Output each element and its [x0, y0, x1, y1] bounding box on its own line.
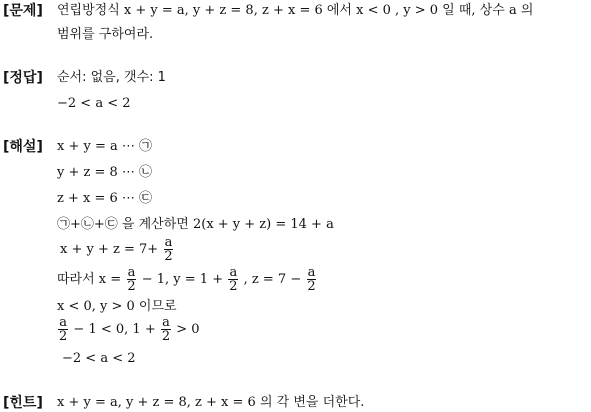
inequality-mid: − 1 < 0, 1 +: [73, 322, 156, 337]
solution-eq-1: x + y = a ⋯ ㉠: [57, 139, 153, 154]
fraction-numerator: a: [307, 265, 316, 280]
solution-xyz-line: [60, 236, 175, 263]
therefore-mid-2: , z = 7 −: [243, 272, 302, 287]
therefore-prefix: 따라서 x =: [57, 272, 122, 287]
solution-therefore-line: [57, 266, 318, 293]
solution-condition-line: x < 0, y > 0 이므로: [57, 299, 177, 314]
answer-label: [정답]: [3, 70, 43, 86]
fraction-a-over-2: [126, 266, 136, 293]
solution-eq-3: z + x = 6 ⋯ ㉢: [57, 191, 153, 206]
solution-sum-line: ㉠+㉡+㉢ 을 계산하면 2(x + y + z) = 14 + a: [57, 217, 334, 232]
fraction-numerator: a: [162, 315, 170, 330]
fraction-denominator: 2: [307, 279, 316, 294]
fraction-numerator: a: [164, 235, 173, 250]
fraction-a-over-2: [306, 266, 316, 293]
problem-line-2: 범위를 구하여라.: [57, 27, 154, 42]
fraction-numerator: a: [59, 315, 68, 330]
fraction-numerator: a: [127, 265, 136, 280]
fraction-denominator: 2: [127, 279, 136, 294]
fraction-denominator: 2: [161, 329, 171, 344]
fraction-a-over-2: [161, 316, 171, 343]
fraction-denominator: 2: [229, 279, 238, 294]
inequality-end: > 0: [176, 322, 200, 337]
problem-label: [문제]: [3, 3, 43, 19]
solution-label: [해설]: [3, 139, 43, 155]
answer-line-2: −2 < a < 2: [57, 96, 131, 111]
fraction-denominator: 2: [164, 249, 173, 264]
answer-line-1: 순서: 없음, 갯수: 1: [57, 70, 166, 85]
problem-line-1: 연립방정식 x + y = a, y + z = 8, z + x = 6 에서 x < 0 , y > 0 일 때, 상수 a 의: [57, 3, 534, 18]
solution-inequality-line: [57, 316, 200, 343]
fraction-a-over-2: [228, 266, 238, 293]
fraction-numerator: a: [229, 265, 238, 280]
hint-line: x + y = a, y + z = 8, z + x = 6 의 각 변을 더한다.: [57, 395, 365, 410]
therefore-mid-1: − 1, y = 1 +: [141, 272, 224, 287]
fraction-denominator: 2: [59, 329, 68, 344]
xyz-left: x + y + z = 7+: [60, 242, 159, 257]
solution-eq-2: y + z = 8 ⋯ ㉡: [57, 165, 153, 180]
solution-final: −2 < a < 2: [62, 351, 136, 366]
fraction-a-over-2: [58, 316, 68, 343]
fraction-a-over-2: [163, 236, 173, 263]
hint-label: [힌트]: [3, 395, 43, 411]
